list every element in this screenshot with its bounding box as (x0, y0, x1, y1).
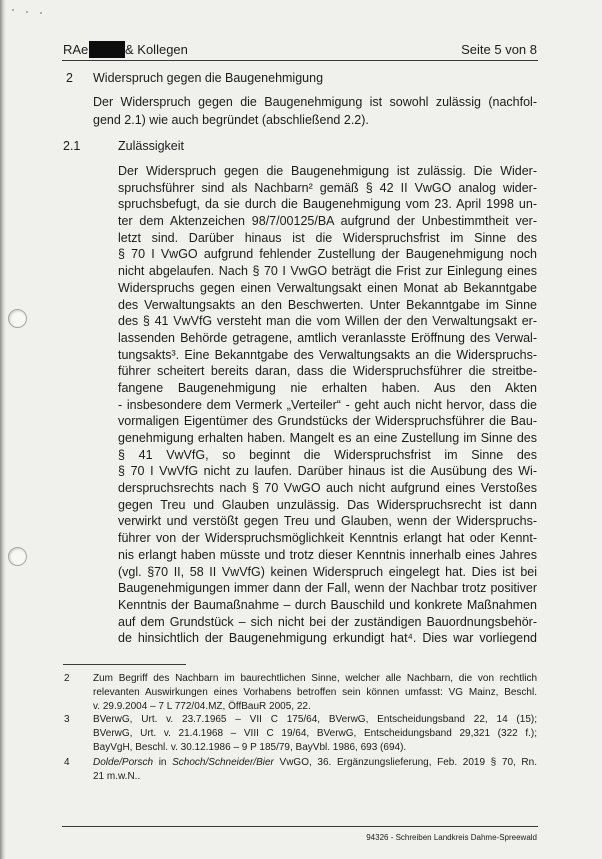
paragraph-line: fangene Baugenehmigung nie erhalten haben. Aus den Akten (118, 380, 537, 395)
firm-name-prefix: RAe (63, 42, 89, 57)
scan-speck (40, 12, 42, 14)
footnote-line: BayVgH, Beschl. v. 30.12.1986 – 9 P 185/79, BayVbl. 1986, 693 (694). (93, 742, 407, 753)
paragraph-line: tungsakts³. Eine Bekanntgabe des Verwaltungsakts an die Widerspruchs- (118, 347, 537, 362)
paragraph-line: ter dem Aktenzeichen 98/7/00125/BA aufgrund der Unbestimmtheit ver- (118, 214, 537, 229)
footnote-line: BVerwG, Urt. v. 21.4.1968 – VIII C 19/64, BVerwG, Entscheidungsband 29,321 (322 f.); (93, 728, 537, 739)
body-paragraph (118, 163, 537, 647)
paragraph-line: spruchsführer sind als Nachbarn² gemäß § 42 II VwGO analog wider- (118, 180, 537, 195)
paragraph-line: gend 2.1) wie auch begründet (abschließend 2.2). (93, 112, 369, 127)
footnote-work: Schoch/Schneider/Bier (172, 757, 274, 768)
paragraph-line: § 70 I VwGO aufgrund fehlender Zustellung der Baugenehmigung noch (118, 247, 537, 262)
footnote-number: 3 (64, 714, 70, 725)
paragraph-line: Kenntnis der Baumaßnahme – durch Bauschild und konkrete Maßnahmen (118, 597, 537, 612)
scan-edge-shadow (0, 0, 6, 859)
footnote-line: BVerwG, Urt. v. 23.7.1965 – VII C 175/64, BVerwG, Entscheidungsband 22, 14 (15); (93, 714, 537, 725)
paragraph-line: verwirkt und verstößt gegen Treu und Glauben, wenn der Widerspruchs- (118, 514, 537, 529)
footnote-connector: in (158, 757, 167, 768)
paragraph-line: nis erlangt haben müsste und trotz dieser Kenntnis innerhalb eines Jahres (118, 547, 537, 562)
footnote-line: relevanten Auswirkungen eines Vorhabens betroffen sein können umfasst: VG Mainz, Beschl. (93, 687, 537, 698)
footnote (63, 756, 537, 784)
footnote-line: v. 29.9.2004 – 7 L 772/04.MZ, ÖffBauR 2005, 22. (93, 701, 311, 712)
section-number: 2 (66, 71, 73, 85)
footer-rule (62, 826, 538, 827)
scan-speck (26, 11, 28, 13)
subsection-title: Zulässigkeit (118, 139, 184, 153)
paragraph-line: de hinsichtlich der Baugenehmigung erkundigt hat⁴. Dies war vorliegend (118, 631, 537, 646)
footnote (63, 672, 537, 714)
punch-hole (8, 309, 27, 328)
paragraph-line: vormaligen Eigentümer des Grundstücks der Widerspruchsführer die Bau- (118, 414, 537, 429)
redaction-box (89, 41, 125, 58)
paragraph-line: Der Widerspruch gegen die Baugenehmigung ist zulässig. Die Wider- (118, 164, 537, 178)
paragraph-line: führer scheitert bereits daran, dass die Widerspruchsführer die streitbe- (118, 364, 537, 379)
footnote-line: Zum Begriff des Nachbarn im baurechtlichen Sinne, welcher alle Nachbarn, die von rechtlich (93, 673, 537, 684)
scan-speck (12, 9, 14, 11)
footnote-number: 4 (64, 757, 70, 768)
footnote (63, 713, 537, 755)
paragraph-line: des Verwaltungsakts an den Beschwerten. Unter Bekanntgabe im Sinne (118, 297, 537, 312)
paragraph-line: des § 41 VwVfG versteht man die vom Willen der den Verwaltungsakt er- (118, 314, 537, 329)
paragraph-line: genehmigung erhalten haben. Mangelt es an eine Zustellung im Sinne des (118, 431, 537, 445)
punch-hole (8, 547, 27, 566)
paragraph-line: § 41 VwVfG, so beginnt die Widerspruchsfrist im Sinne des (118, 447, 537, 462)
footnote-text (93, 713, 537, 755)
paragraph-line: nicht abgelaufen. Nach § 70 I VwGO beträgt die Frist zur Einlegung eines (118, 264, 537, 279)
paragraph-line: spruchsbefugt, da sie durch die Baugenehmigung vom 23. April 1998 un- (118, 197, 537, 212)
footnote-line (93, 756, 537, 770)
paragraph-line: - insbesondere dem Vermerk „Verteiler“ - geht auch nicht hervor, dass die (118, 397, 537, 412)
footnote-citation: VwGO, 36. Ergänzungslieferung, Feb. 2019 § 70, Rn. (279, 757, 537, 768)
footnote-text (93, 672, 537, 714)
firm-name-suffix: & Kollegen (125, 42, 188, 57)
paragraph-line: Widerspruchs gegen einen Verwaltungsakt einen Monat ab Bekanntgabe (118, 280, 537, 295)
paragraph-line: (vgl. §70 II, 58 II VwVfG) keinen Widerspruch eingelegt hat. Dies ist bei (118, 564, 537, 579)
header-rule (62, 60, 538, 61)
footnote-text (93, 756, 537, 784)
page-number: Seite 5 von 8 (461, 42, 537, 57)
paragraph-line: Baugenehmigungen immer dann der Fall, wenn der Nachbar trotz positiver (118, 581, 537, 596)
paragraph-line: § 70 I VwVfG nicht zu laufen. Darüber hinaus ist die Ausübung des Wi- (118, 464, 537, 479)
footnote-rule (63, 664, 186, 665)
paragraph-line: gegen Treu und Glauben unzulässig. Das Widerspruchsrecht ist dann (118, 497, 537, 512)
footnote-line: 21 m.w.N.. (93, 771, 141, 782)
footnote-author: Dolde/Porsch (93, 757, 154, 768)
subsection-number: 2.1 (63, 139, 81, 153)
paragraph-line: führer von der Widerspruchsmöglichkeit Kenntnis erlangt hat oder Kennt- (118, 531, 537, 546)
footer-reference: 94326 - Schreiben Landkreis Dahme-Spreewald (366, 833, 537, 842)
paragraph-line: derspruchsrechts nach § 70 VwGO auch nicht aufgrund eines Verstoßes (118, 481, 537, 496)
paragraph-line: auf dem Grundstück – sich nicht bei der zuständigen Bauordnungsbehör- (118, 614, 537, 629)
intro-paragraph (93, 94, 537, 129)
section-title: Widerspruch gegen die Baugenehmigung (93, 71, 324, 85)
paragraph-line: letzt sind. Darüber hinaus ist die Widerspruchsfrist im Sinne des (118, 230, 537, 245)
footnote-number: 2 (64, 673, 70, 684)
paragraph-line: Der Widerspruch gegen die Baugenehmigung ist sowohl zulässig (nachfol- (93, 95, 537, 109)
paragraph-line: lassenden Behörde getragene, amtlich veranlasste Eröffnung des Verwal- (118, 330, 537, 345)
